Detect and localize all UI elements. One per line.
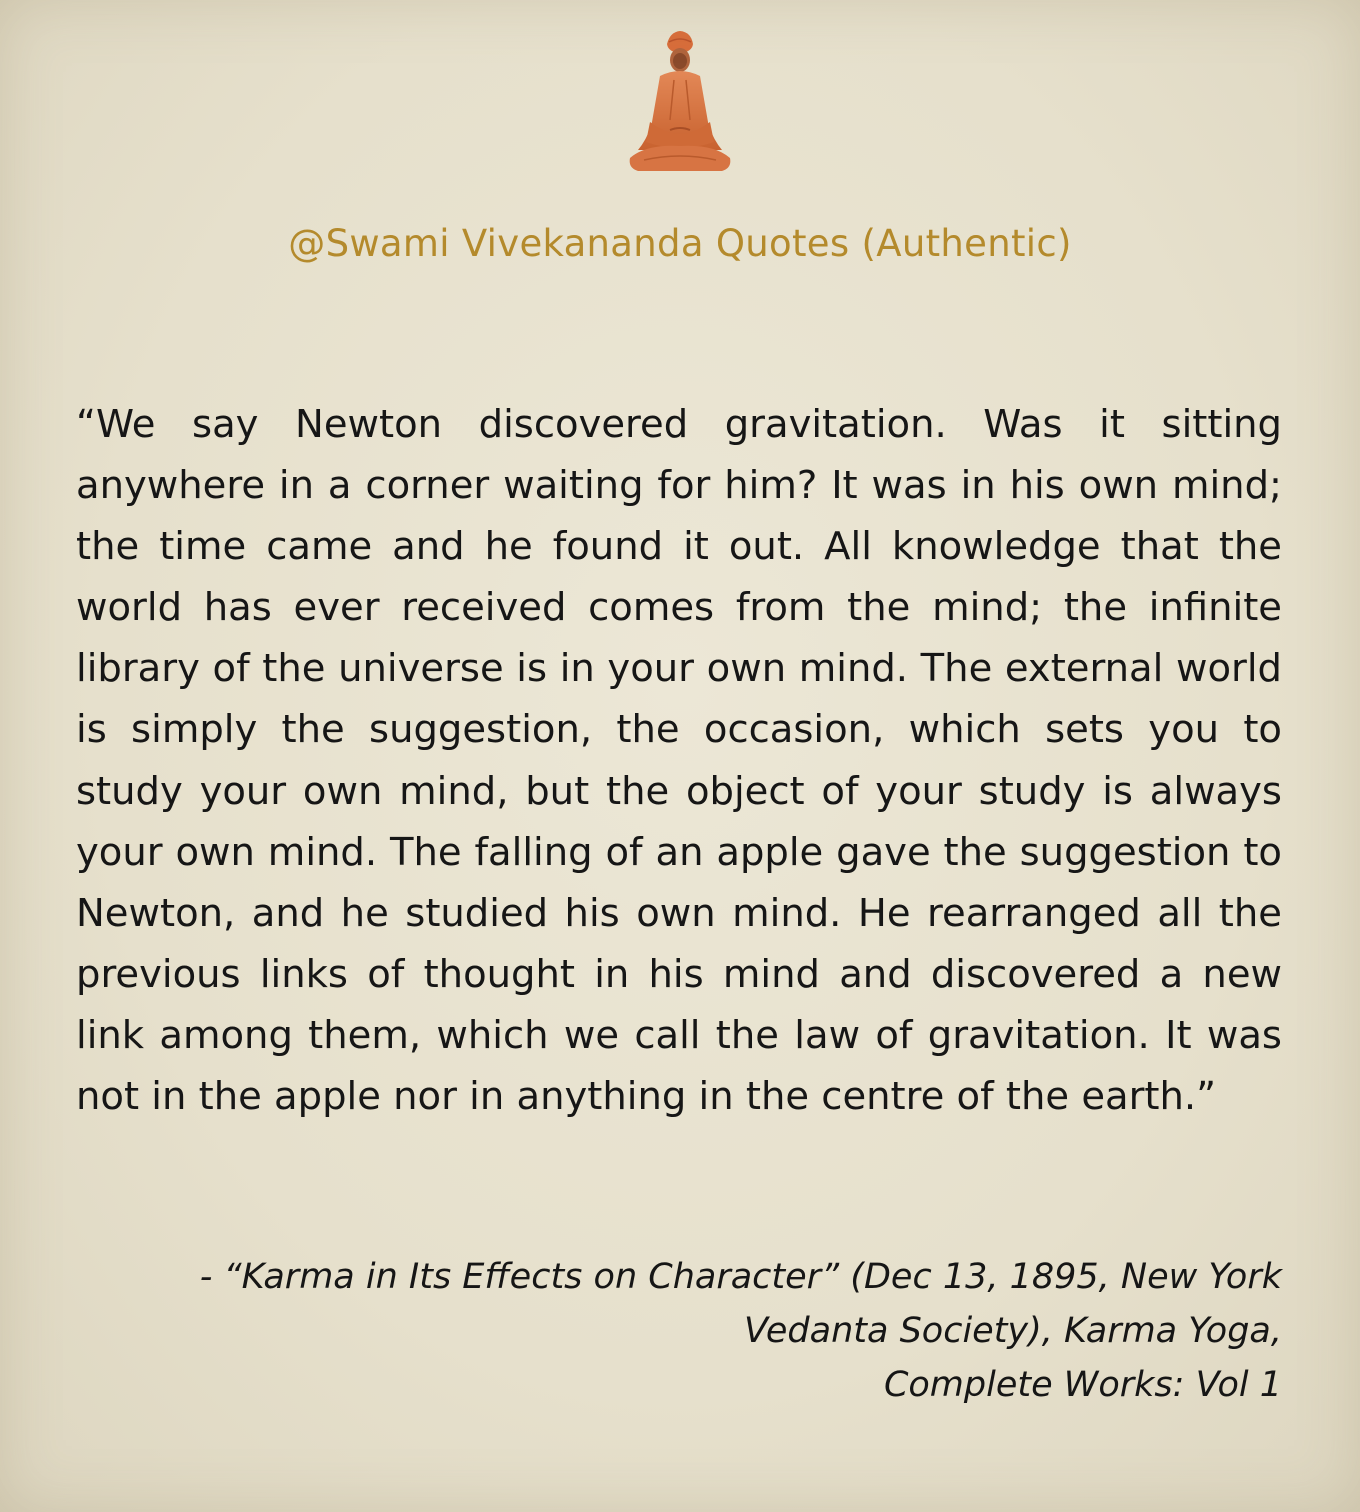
page-handle: @Swami Vivekananda Quotes (Authentic) [288,222,1072,265]
quote-text: “We say Newton discovered gravitation. Was it sitting anywhere in a corner waiting for him? It was in his own mind; the time came and he found it out. All knowledge that the world has ever received comes from the mind; the infinite library of the universe is in your own mind. The external world is simply the suggestion, the occasion, which sets you to study your own mind, but the object of your study is always your own mind. The falling of an apple gave the suggestion to Newton, and he studied his own mind. He rearranged all the previous links of thought in his mind and discovered a new link among them, which we call the law of gravitation. It was not in the apple nor in anything in the centre of the earth.” [76,402,1282,1120]
quote-source [132,1250,1282,1412]
seated-monk-portrait-icon [626,30,734,174]
source-line-2: Vedanta Society), Karma Yoga, [744,1311,1282,1351]
source-line-1: - “Karma in Its Effects on Character” (Dec 13, 1895, New York [199,1257,1282,1297]
source-line-3: Complete Works: Vol 1 [883,1365,1282,1405]
